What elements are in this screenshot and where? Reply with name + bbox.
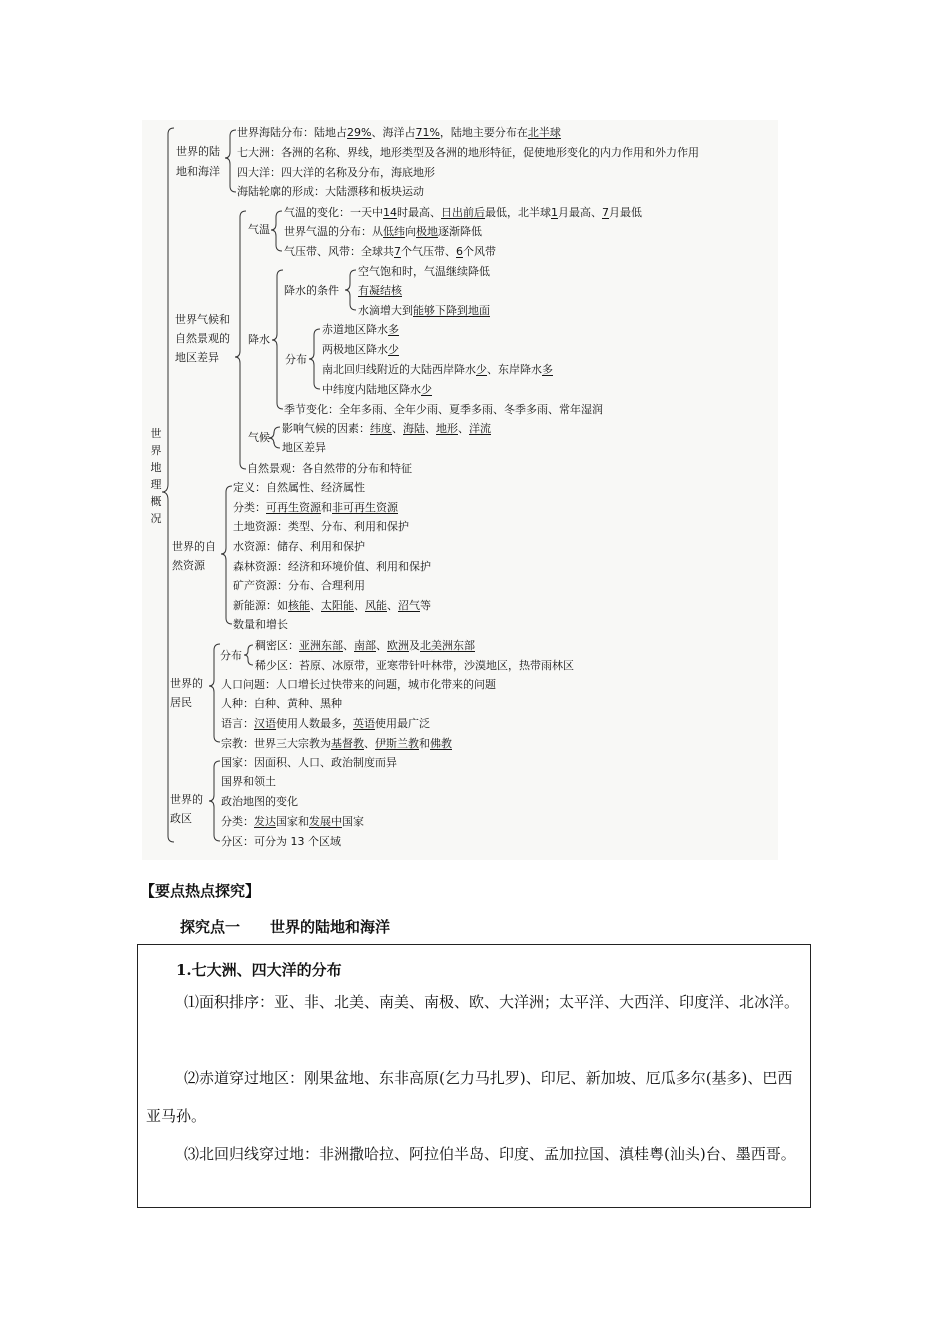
population-distribution-label: 分布: [220, 649, 242, 662]
precip-distribution-label: 分布: [285, 353, 307, 366]
temp-distribution: 世界气温的分布：从低纬向极地逐渐降低: [284, 225, 482, 238]
condition-3: 水滴增大到能够下降到地面: [358, 304, 490, 317]
s2-title-line3: 地区差异: [175, 351, 219, 364]
s3-title-line2: 然资源: [172, 559, 205, 572]
box-title: 1.七大洲、四大洋的分布: [176, 961, 342, 979]
temp-label: 气温: [248, 223, 270, 236]
races: 人种：白种、黄种、黑种: [221, 697, 342, 710]
quantity-growth: 数量和增长: [233, 618, 288, 631]
dist-poles: 两极地区降水少: [322, 343, 399, 356]
dense-areas: 稠密区：亚洲东部、南部、欧洲及北美洲东部: [255, 639, 475, 652]
s1-item-continents: 七大洲：各洲的名称、界线，地形类型及各洲的地形特征，促使地形变化的内力作用和外力作用: [237, 146, 699, 159]
season-change: 季节变化：全年多雨、全年少雨、夏季多雨、冬季多雨、常年湿润: [284, 403, 603, 416]
s4-title-line1: 世界的: [170, 677, 203, 690]
country-classification: 分类：发达国家和发展中国家: [221, 815, 364, 828]
sparse-areas: 稀少区：苔原、冰原带，亚寒带针叶林带，沙漠地区，热带雨林区: [255, 659, 574, 672]
paragraph-tropic-cancer: ⑶北回归线穿过地：非洲撒哈拉、阿拉伯半岛、印度、孟加拉国、滇桂粤(汕头)台、墨西哥。: [184, 1145, 796, 1163]
resource-definition: 定义：自然属性、经济属性: [233, 481, 365, 494]
land-resources: 土地资源：类型、分布、利用和保护: [233, 520, 409, 533]
paragraph-area-ranking: ⑴面积排序：亚、非、北美、南美、南极、欧、大洋洲；太平洋、大西洋、印度洋、北冰洋。: [184, 993, 800, 1011]
content-box: [137, 944, 811, 1208]
precip-condition-label: 降水的条件: [284, 284, 339, 297]
climate-factors: 影响气候的因素：纬度、海陆、地形、洋流: [282, 422, 491, 435]
s1-item-oceans: 四大洋：四大洋的名称及分布，海底地形: [237, 166, 435, 179]
condition-1: 空气饱和时，气温继续降低: [358, 265, 490, 278]
s4-title-line2: 居民: [170, 696, 192, 709]
dist-midlatitude: 中纬度内陆地区降水少: [322, 383, 432, 396]
precip-label: 降水: [248, 333, 270, 346]
s1-title-line2: 地和海洋: [176, 165, 220, 178]
root-label: 世界地理概况: [150, 427, 162, 525]
condition-2: 有凝结核: [358, 284, 402, 297]
climate-label: 气候: [248, 431, 270, 444]
water-resources: 水资源：储存、利用和保护: [233, 540, 365, 553]
political-map-changes: 政治地图的变化: [221, 795, 298, 808]
geography-mind-map: [142, 120, 778, 860]
s1-item-land-sea: 世界海陆分布：陆地占29%、海洋占71%，陆地主要分布在北半球: [237, 126, 561, 139]
s5-title-line1: 世界的: [170, 793, 203, 806]
dist-tropics: 南北回归线附近的大陆西岸降水少、东岸降水多: [322, 363, 553, 376]
s2-title-line2: 自然景观的: [175, 332, 230, 345]
languages: 语言：汉语使用人数最多，英语使用最广泛: [221, 717, 430, 730]
paragraph-equator: ⑵赤道穿过地区：刚果盆地、东非高原(乞力马扎罗)、印尼、新加坡、厄瓜多尔(基多)、巴西亚马孙。: [146, 1069, 793, 1125]
s1-title-line1: 世界的陆: [176, 145, 220, 158]
pressure-wind-belts: 气压带、风带：全球共7个气压带、6个风带: [284, 245, 496, 258]
s5-title-line2: 政区: [170, 812, 192, 825]
religions: 宗教：世界三大宗教为基督教、伊斯兰教和佛教: [221, 737, 452, 750]
new-energy: 新能源：如核能、太阳能、风能、沼气等: [233, 599, 431, 612]
s1-item-outline: 海陆轮廓的形成：大陆漂移和板块运动: [237, 185, 424, 198]
regions: 分区：可分为 13 个区域: [221, 835, 341, 848]
s3-title-line1: 世界的自: [172, 540, 216, 553]
section-heading: 【要点热点探究】: [140, 882, 261, 900]
mineral-resources: 矿产资源：分布、合理利用: [233, 579, 365, 592]
climate-regional-diff: 地区差异: [282, 441, 326, 454]
population-problems: 人口问题：人口增长过快带来的问题，城市化带来的问题: [221, 678, 496, 691]
countries: 国家：因面积、人口、政治制度而异: [221, 756, 397, 769]
natural-landscape: 自然景观：各自然带的分布和特征: [247, 462, 412, 475]
dist-equator: 赤道地区降水多: [322, 323, 399, 336]
borders-territory: 国界和领土: [221, 775, 276, 788]
forest-resources: 森林资源：经济和环境价值、利用和保护: [233, 560, 431, 573]
temp-change: 气温的变化：一天中14时最高、日出前后最低，北半球1月最高、7月最低: [284, 206, 642, 219]
exploration-point-title: 探究点一 世界的陆地和海洋: [180, 918, 391, 936]
s2-title-line1: 世界气候和: [175, 313, 230, 326]
resource-classification: 分类：可再生资源和非可再生资源: [233, 501, 398, 514]
